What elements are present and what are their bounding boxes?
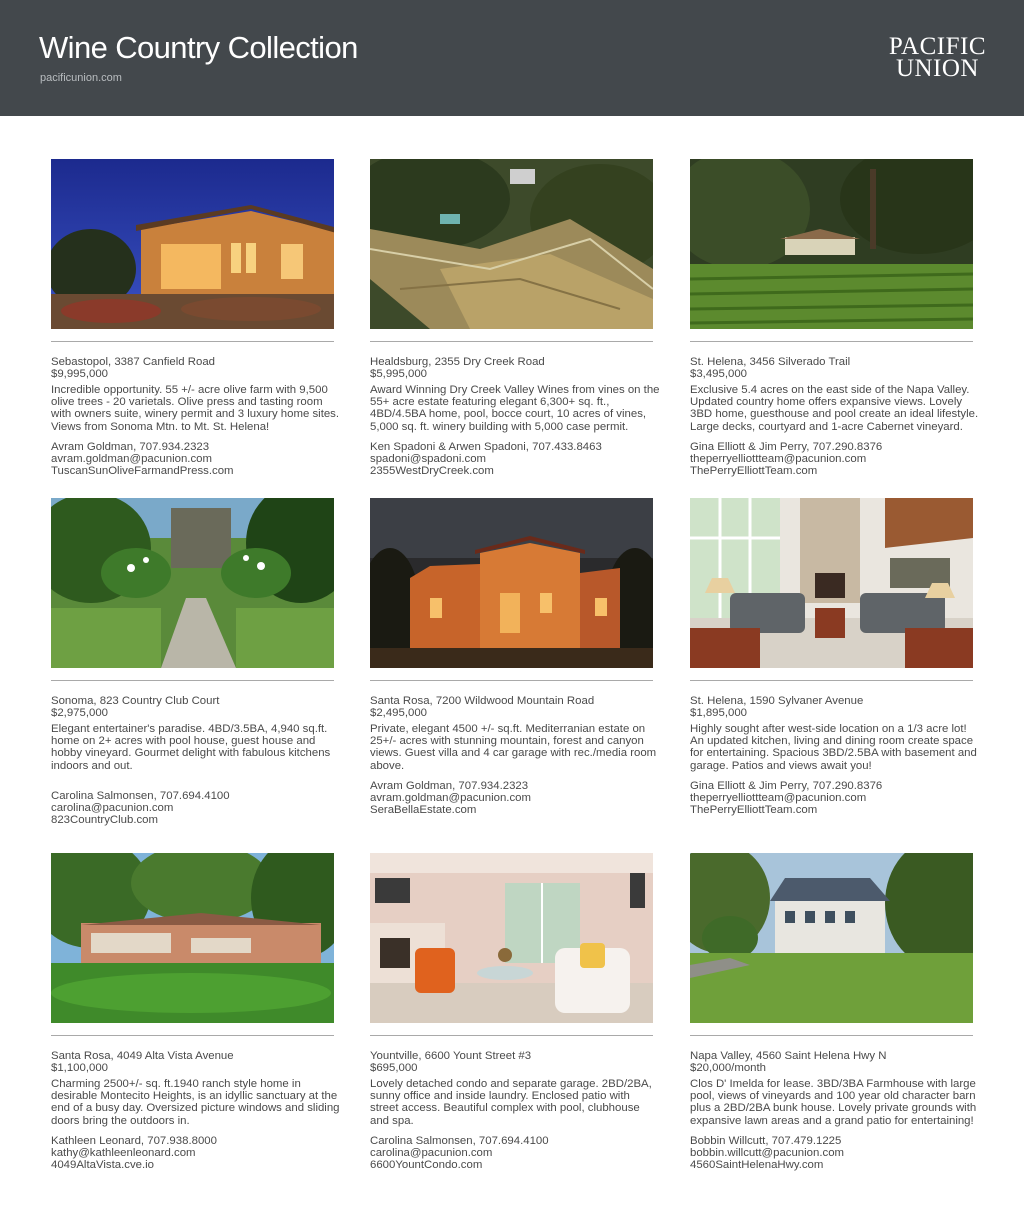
agent-name-phone: Ken Spadoni & Arwen Spadoni, 707.433.8463 <box>370 440 602 453</box>
agent-email[interactable]: theperryelliottteam@pacunion.com <box>690 792 867 805</box>
agent-email[interactable]: spadoni@spadoni.com <box>370 453 487 466</box>
divider <box>690 1035 973 1036</box>
listing-contact <box>370 441 653 478</box>
listing-contact <box>51 790 334 827</box>
listing-website[interactable]: ThePerryElliottTeam.com <box>690 465 818 478</box>
agent-name-phone: Bobbin Willcutt, 707.479.1225 <box>690 1134 842 1147</box>
agent-email[interactable]: carolina@pacunion.com <box>370 1147 493 1160</box>
listing-address: Santa Rosa, 7200 Wildwood Mountain Road <box>370 695 595 707</box>
listing-price: $3,495,000 <box>690 368 748 380</box>
logo-line-2: UNION <box>895 55 979 82</box>
page-title: Wine Country Collection <box>39 30 358 65</box>
page-header <box>0 0 1024 116</box>
divider <box>370 680 653 681</box>
listing-photo-vineyard-home[interactable] <box>690 159 973 329</box>
listing-card[interactable] <box>51 159 340 478</box>
agent-name-phone: Avram Goldman, 707.934.2323 <box>51 440 210 453</box>
listing-price: $2,975,000 <box>51 707 109 719</box>
listing-contact <box>370 780 653 817</box>
logo-line-1: PACIFIC <box>888 33 986 60</box>
listing-card[interactable] <box>51 853 340 1172</box>
listing-website[interactable]: 6600YountCondo.com <box>370 1159 483 1172</box>
listing-contact <box>370 1135 653 1172</box>
listing-price: $5,995,000 <box>370 368 428 380</box>
agent-name-phone: Kathleen Leonard, 707.938.8000 <box>51 1134 217 1147</box>
listing-website[interactable]: ThePerryElliottTeam.com <box>690 804 818 817</box>
listing-photo-condo-living-room[interactable] <box>370 853 653 1023</box>
listing-card[interactable] <box>370 498 657 817</box>
site-url[interactable]: pacificunion.com <box>40 72 122 84</box>
listing-address: Sonoma, 823 Country Club Court <box>51 695 220 707</box>
agent-email[interactable]: avram.goldman@pacunion.com <box>370 792 531 805</box>
divider <box>370 1035 653 1036</box>
listing-address: Santa Rosa, 4049 Alta Vista Avenue <box>51 1050 234 1062</box>
listing-contact <box>690 441 973 478</box>
listing-contact <box>51 1135 334 1172</box>
agent-email[interactable]: theperryelliottteam@pacunion.com <box>690 453 867 466</box>
listing-website[interactable]: 4049AltaVista.cve.io <box>51 1159 155 1172</box>
listing-description: Lovely detached condo and separate garage. 2BD/2BA, sunny office and inside laundry. Enclosed patio with street access. Beautiful complex with pool, clubhouse and spa. <box>370 1078 652 1127</box>
divider <box>51 341 334 342</box>
listing-price: $1,895,000 <box>690 707 748 719</box>
divider <box>51 1035 334 1036</box>
listing-website[interactable]: 2355WestDryCreek.com <box>370 465 494 478</box>
agent-email[interactable]: carolina@pacunion.com <box>51 802 174 815</box>
listing-price: $9,995,000 <box>51 368 109 380</box>
listing-photo-farmhouse-lawn[interactable] <box>690 853 973 1023</box>
listing-price: $2,495,000 <box>370 707 428 719</box>
agent-name-phone: Carolina Salmonsen, 707.694.4100 <box>370 1134 549 1147</box>
agent-name-phone: Gina Elliott & Jim Perry, 707.290.8376 <box>690 779 883 792</box>
listing-photo-olive-farm-dusk[interactable] <box>51 159 334 329</box>
listing-address: St. Helena, 1590 Sylvaner Avenue <box>690 695 864 707</box>
agent-email[interactable]: kathy@kathleenleonard.com <box>51 1147 196 1160</box>
divider <box>690 680 973 681</box>
listing-address: Napa Valley, 4560 Saint Helena Hwy N <box>690 1050 887 1062</box>
listing-website[interactable]: TuscanSunOliveFarmandPress.com <box>51 465 234 478</box>
listing-card[interactable] <box>370 159 660 478</box>
listing-description: Charming 2500+/- sq. ft.1940 ranch style home in desirable Montecito Heights, is an idyllic sanctuary at the end of a busy day. Oversized picture windows and sliding doors bring the outdoors in. <box>51 1078 340 1127</box>
pacific-union-logo <box>888 33 986 82</box>
listing-description: Elegant entertainer's paradise. 4BD/3.5BA, 4,940 sq.ft. home on 2+ acres with pool house, guest house and hobby vineyard. Gourmet delight with fabulous kitchens indoors and out. <box>51 723 331 772</box>
listing-card[interactable] <box>690 853 977 1172</box>
listing-address: Yountville, 6600 Yount Street #3 <box>370 1050 532 1062</box>
agent-name-phone: Avram Goldman, 707.934.2323 <box>370 779 529 792</box>
listing-photo-living-room-fireplace[interactable] <box>690 498 973 668</box>
listing-photo-mediterranean-night[interactable] <box>370 498 653 668</box>
listing-card[interactable] <box>690 498 977 817</box>
listing-website[interactable]: SeraBellaEstate.com <box>370 804 477 817</box>
listing-card[interactable] <box>370 853 653 1171</box>
divider <box>51 680 334 681</box>
listing-price: $695,000 <box>370 1062 418 1074</box>
listing-photo-garden-path[interactable] <box>51 498 334 668</box>
listing-card[interactable] <box>690 159 979 478</box>
listing-description: Incredible opportunity. 55 +/- acre olive farm with 9,500 olive trees - 20 varietals. Olive press and tasting room with owners suite, winery permit and 3 luxury home sites. Views from Sonoma Mtn. to Mt. St. Helena! <box>51 384 340 433</box>
agent-email[interactable]: bobbin.willcutt@pacunion.com <box>690 1147 845 1160</box>
listing-description: Highly sought after west-side location on a 1/3 acre lot! An updated kitchen, living and dining room create space for entertaining. Spacious 3BD/2.5BA with basement and garage. Patios and views await you! <box>690 723 977 772</box>
listing-address: Healdsburg, 2355 Dry Creek Road <box>370 356 545 368</box>
agent-name-phone: Gina Elliott & Jim Perry, 707.290.8376 <box>690 440 883 453</box>
divider <box>370 341 653 342</box>
listing-description: Clos D' Imelda for lease. 3BD/3BA Farmhouse with large pool, views of vineyards and 100 year old character barn plus a 2BD/2BA bunk house. Lovely private grounds with expansive lawn areas and a grand patio for entertaining! <box>690 1078 977 1127</box>
agent-name-phone: Carolina Salmonsen, 707.694.4100 <box>51 789 230 802</box>
divider <box>690 341 973 342</box>
listing-website[interactable]: 4560SaintHelenaHwy.com <box>690 1159 824 1172</box>
listing-contact <box>690 1135 973 1172</box>
listing-description: Award Winning Dry Creek Valley Wines from vines on the 55+ acre estate featuring elegant 6,300+ sq. ft., 4BD/4.5BA home, pool, bocce court, 10 acres of vines, 5,000 sq. ft. winery building with 5,000 case permit. <box>370 384 660 433</box>
agent-email[interactable]: avram.goldman@pacunion.com <box>51 453 212 466</box>
listing-contact <box>51 441 334 478</box>
listing-photo-vineyard-aerial[interactable] <box>370 159 653 329</box>
listing-photo-ranch-home-lawn[interactable] <box>51 853 334 1023</box>
listing-contact <box>690 780 973 817</box>
listing-description: Exclusive 5.4 acres on the east side of the Napa Valley. Updated country home offers expansive views. Lovely 3BD home, guesthouse and pool create an ideal lifestyle. Large decks, courtyard and 1-acre Cabernet vineyard. <box>690 384 979 433</box>
listing-price: $1,100,000 <box>51 1062 109 1074</box>
listing-address: Sebastopol, 3387 Canfield Road <box>51 356 216 368</box>
listing-website[interactable]: 823CountryClub.com <box>51 814 158 827</box>
listing-address: St. Helena, 3456 Silverado Trail <box>690 356 851 368</box>
listing-price: $20,000/month <box>690 1062 766 1074</box>
listing-card[interactable] <box>51 498 334 826</box>
listing-description: Private, elegant 4500 +/- sq.ft. Mediterranian estate on 25+/- acres with stunning mountain, forest and canyon views. Guest villa and 4 car garage with rec./media room above. <box>370 723 657 772</box>
